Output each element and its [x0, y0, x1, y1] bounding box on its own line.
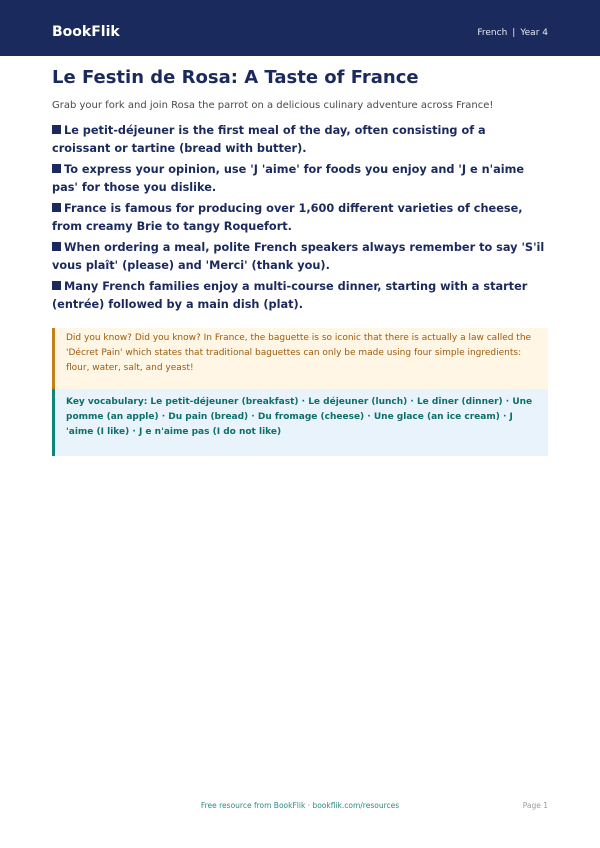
vocabulary-box	[52, 389, 548, 456]
square-bullet-icon	[52, 203, 61, 212]
point-text: Le petit-déjeuner is the first meal of the day, often consisting of a croissant or tartine (bread with butter).	[52, 124, 486, 155]
intro-text: Grab your fork and join Rosa the parrot on a delicious culinary adventure across France!	[52, 100, 494, 111]
footer-credit[interactable]: Free resource from BookFlik · bookflik.com/resources	[200, 801, 400, 810]
square-bullet-icon	[52, 164, 61, 173]
point-text: France is famous for producing over 1,600 different varieties of cheese, from creamy Brie to tangy Roquefort.	[52, 202, 523, 233]
list-item	[52, 239, 548, 274]
list-item	[52, 278, 548, 313]
vocabulary-text: Key vocabulary: Le petit-déjeuner (breakfast) · Le déjeuner (lunch) · Le dîner (dinner) · Une pomme (an apple) · Du pain (bread) · Du fromage (cheese) · Une glace (an ice cream) · J 'aime (I like) · J e n'aime pas (I do not like)	[66, 397, 533, 437]
list-item	[52, 200, 548, 235]
page-number: Page 1	[522, 801, 548, 810]
point-text: To express your opinion, use 'J 'aime' for foods you enjoy and 'J e n'aime pas' for those you dislike.	[52, 163, 525, 194]
brand-logo[interactable]: BookFlik	[52, 24, 120, 40]
square-bullet-icon	[52, 281, 61, 290]
did-you-know-text: Did you know? Did you know? In France, the baguette is so iconic that there is actually a law called the 'Décret Pain' which states that traditional baguettes can only be made using four simple ingredients: flour, water, salt, and yeast!	[66, 333, 532, 373]
square-bullet-icon	[52, 125, 61, 134]
page-header	[0, 0, 600, 56]
meta-separator: |	[512, 28, 516, 38]
list-item	[52, 122, 548, 157]
subject-label: French	[477, 28, 508, 38]
did-you-know-box	[52, 328, 548, 389]
point-text: Many French families enjoy a multi-course dinner, starting with a starter (entrée) followed by a main dish (plat).	[52, 280, 528, 311]
point-text: When ordering a meal, polite French speakers always remember to say 'S'il vous plaît' (please) and 'Merci' (thank you).	[52, 241, 545, 272]
square-bullet-icon	[52, 242, 61, 251]
key-points-list	[52, 122, 548, 317]
level-label: Year 4	[520, 28, 548, 38]
header-meta	[477, 27, 548, 39]
list-item	[52, 161, 548, 196]
page-title: Le Festin de Rosa: A Taste of France	[52, 67, 419, 88]
